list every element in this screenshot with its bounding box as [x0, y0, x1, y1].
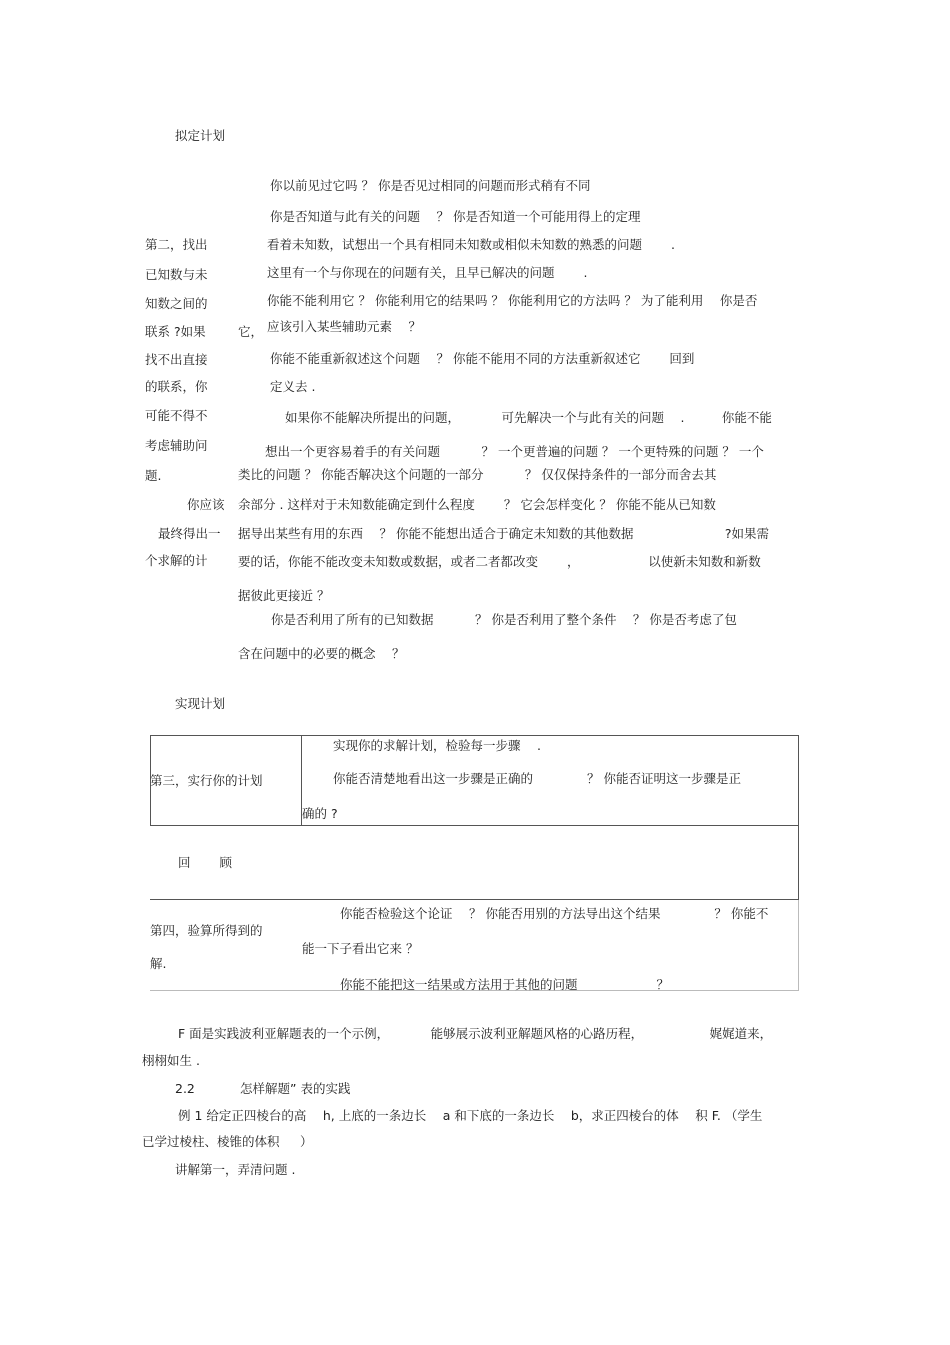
step2-question-line: 据导出某些有用的东西 ？ 你能不能想出适合于确定未知数的其他数据 ?如果需 — [238, 526, 770, 541]
review-label: 回 顾 — [178, 855, 232, 870]
step3-line: 你能否清楚地看出这一步骤是正确的 ？ 你能否证明这一步骤是正 — [333, 771, 741, 786]
step2-question-line: 要的话，你能不能改变未知数或数据，或者二者都改变 ， 以使新未知数和新数 — [238, 554, 761, 569]
table-rule — [150, 825, 799, 826]
step2-question-line: 看着未知数，试想出一个具有相同未知数或相似未知数的熟悉的问题 . — [267, 237, 675, 252]
section-number: 2.2 — [175, 1081, 195, 1096]
step2-question-line: 你是否知道与此有关的问题 ？ 你是否知道一个可能用得上的定理 — [270, 209, 641, 224]
table-rule — [150, 899, 799, 900]
step2-label-line: 第二，找出 — [145, 237, 208, 252]
example-line: 例 1 给定正四棱台的高 h, 上底的一条边长 a 和下底的一条边长 b，求正四棱台的体 积 F. （学生 — [178, 1108, 763, 1123]
step4-line: 能一下子看出它来 ？ — [302, 941, 419, 956]
section-title: 怎样解题” 表的实践 — [240, 1081, 351, 1096]
paragraph-line: 栩栩如生 . — [142, 1053, 200, 1068]
step2-question-line: 你能不能利用它 ？ 你能利用它的结果吗 ？ 你能利用它的方法吗 ？ 为了能利用 你是否 — [267, 293, 758, 308]
table-rule — [798, 900, 799, 990]
step2-label-line: 可能不得不 — [145, 408, 208, 423]
step2-question-line: 你以前见过它吗 ？ 你是否见过相同的问题而形式稍有不同 — [270, 178, 591, 193]
paragraph-line: F 面是实践波利亚解题表的一个示例， 能够展示波利亚解题风格的心路历程， 娓娓道来， — [178, 1026, 773, 1041]
step2-label-line: 个求解的计 — [145, 553, 208, 568]
step2-question-line: 你是否利用了所有的已知数据 ？ 你是否利用了整个条件 ？ 你是否考虑了包 — [271, 612, 737, 627]
step3-line: 确的 ? — [302, 806, 338, 821]
step2-label-line: 你应该 — [187, 497, 225, 512]
step2-question-line: 想出一个更容易着手的有关问题 ？ 一个更普遍的问题 ？ 一个更特殊的问题 ？ 一个 — [265, 444, 764, 459]
step3-label: 第三，实行你的计划 — [150, 773, 263, 788]
step2-label-line: 题. — [145, 468, 162, 483]
step4-label: 第四，验算所得到的 — [150, 923, 263, 938]
step2-label-line: 考虑辅助问 — [145, 438, 208, 453]
section-heading-execute: 实现计划 — [175, 696, 226, 711]
example-line: 已学过棱柱、棱锥的体积 ） — [142, 1134, 313, 1149]
table-rule — [798, 826, 799, 900]
table-rule — [150, 735, 799, 736]
section-heading-plan: 拟定计划 — [175, 128, 226, 143]
explain-line: 讲解第一，弄清问题 . — [175, 1162, 296, 1177]
step2-question-line: 你能不能重新叙述这个问题 ？ 你能不能用不同的方法重新叙述它 回到 — [270, 351, 695, 366]
step2-question-line: 定义去 . — [270, 379, 316, 394]
step4-line: 你能不能把这一结果或方法用于其他的问题 ？ — [340, 977, 669, 992]
table-rule — [798, 735, 799, 826]
step2-question-line: 类比的问题 ？ 你能否解决这个问题的一部分 ？ 仅仅保持条件的一部分而舍去其 — [238, 467, 717, 482]
step2-label-line: 已知数与未 — [145, 267, 208, 282]
step2-question-line: 如果你不能解决所提出的问题， 可先解决一个与此有关的问题 . 你能不能 — [285, 410, 772, 425]
step2-label-line: 联系 ?如果 — [145, 324, 206, 339]
step2-question-line: 据彼此更接近 ？ — [238, 588, 330, 603]
step2-mid-word: 它， — [238, 324, 264, 339]
step2-question-line: 余部分 . 这样对于未知数能确定到什么程度 ？ 它会怎样变化 ？ 你能不能从已知数 — [238, 497, 716, 512]
step4-label: 解. — [150, 956, 167, 971]
step2-question-line: 应该引入某些辅助元素 ？ — [267, 319, 421, 334]
step2-label-line: 找不出直接 — [145, 352, 208, 367]
step2-label-line: 知数之间的 — [145, 296, 208, 311]
step2-question-line: 这里有一个与你现在的问题有关，且早已解决的问题 . — [267, 265, 588, 280]
step2-question-line: 含在问题中的必要的概念 ？ — [238, 646, 405, 661]
step2-label-line: 的联系，你 — [145, 379, 208, 394]
step3-line: 实现你的求解计划，检验每一步骤 . — [333, 738, 541, 753]
step4-line: 你能否检验这个论证 ？ 你能否用别的方法导出这个结果 ？ 你能不 — [340, 906, 769, 921]
step2-label-line: 最终得出一 — [158, 526, 221, 541]
